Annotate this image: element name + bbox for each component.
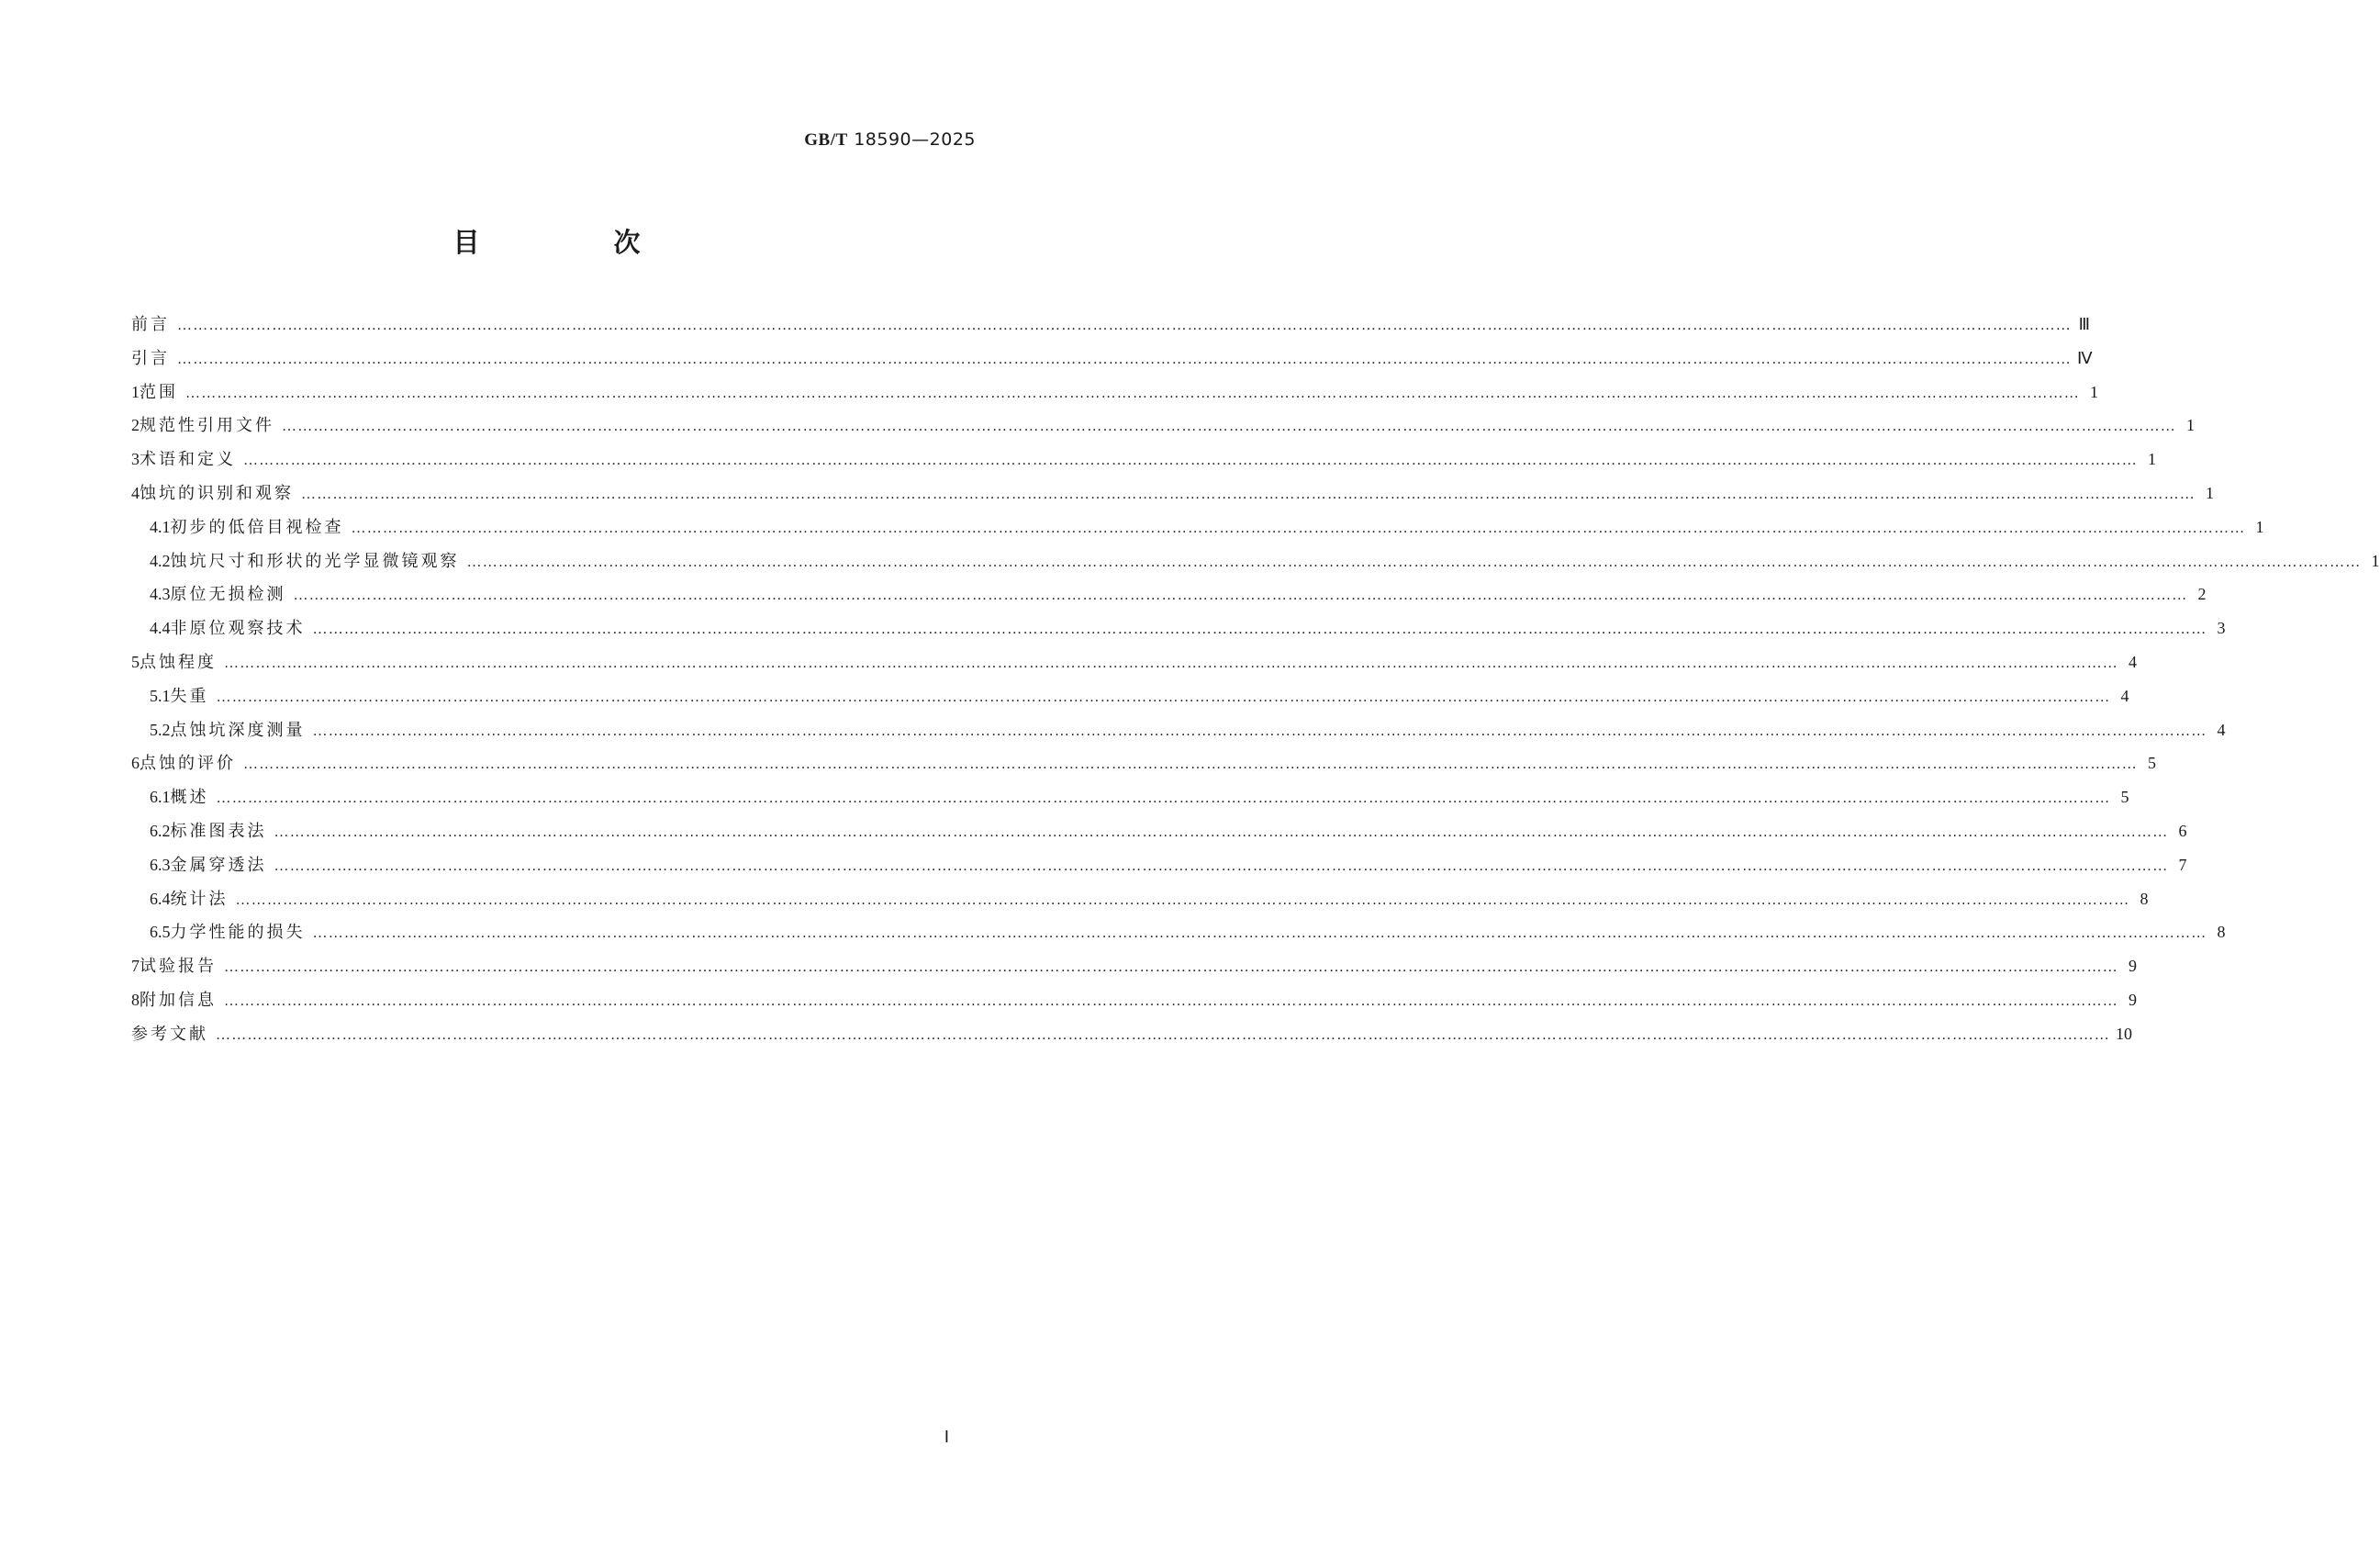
toc-entry-title: 统计法 [170,889,229,909]
standard-prefix: GB/T [804,130,848,150]
toc-entry-number: 4.4 [150,619,171,638]
toc-entry[interactable] [131,480,2214,514]
toc-entry-page: 4 [2129,652,2137,671]
toc-dot-leader: ……………………………………………………………………………………………………………………………………………………………………………………………………………………………………………………………………………………………………………………………… [185,385,2080,401]
toc-entry-page: 1 [2206,483,2214,502]
toc-entry-title: 点蚀程度 [140,652,217,672]
toc-dot-leader: ……………………………………………………………………………………………………………………………………………………………………………………………………………………………………………………………………………………………………………………………… [216,689,2111,705]
toc-dot-leader: ……………………………………………………………………………………………………………………………………………………………………………………………………………………………………………………………………………………………………………………………… [224,959,2118,976]
toc-entry[interactable] [131,852,2187,886]
toc-entry-number: 7 [131,957,140,976]
toc-entry-page: 2 [2197,585,2207,604]
toc-entry[interactable] [131,750,2156,784]
toc-entry[interactable] [131,311,2090,345]
toc-entry[interactable] [131,615,2226,649]
toc-entry[interactable] [131,818,2187,852]
toc-dot-leader: ……………………………………………………………………………………………………………………………………………………………………………………………………………………………………………………………………………………………………………………………… [274,858,2169,874]
toc-entry-number: 5 [131,652,140,671]
toc-entry-number: 4.1 [150,517,171,536]
toc-entry[interactable] [131,683,2129,717]
toc-entry-title: 非原位观察技术 [170,619,306,639]
toc-entry-number: 6.2 [150,821,171,840]
toc-entry-title: 标准图表法 [170,821,267,841]
toc-entry-number: 5.2 [150,720,171,739]
toc-dot-leader: ……………………………………………………………………………………………………………………………………………………………………………………………………………………………………………………………………………………………………………………………… [177,318,2072,333]
toc-entry-page: 1 [2255,517,2264,536]
toc-entry-page: 5 [2120,788,2129,807]
toc-entry[interactable] [131,345,2093,379]
toc-entry-page: 4 [2217,720,2226,739]
toc-entry[interactable] [131,1021,2132,1055]
toc-entry-number: 4 [131,483,140,502]
toc-entry-title: 原位无损检测 [170,585,286,605]
toc-dot-leader: ……………………………………………………………………………………………………………………………………………………………………………………………………………………………………………………………………………………………………………………………… [274,824,2169,840]
toc-entry-page: Ⅲ [2078,315,2090,333]
toc-dot-leader: ……………………………………………………………………………………………………………………………………………………………………………………………………………………………………………………………………………………………………………………………… [466,554,2362,570]
toc-entry-page: 1 [2148,450,2156,469]
toc-entry-title: 前言 [131,315,170,334]
toc-entry-number: 8 [131,990,140,1009]
toc-dot-leader: ……………………………………………………………………………………………………………………………………………………………………………………………………………………………………………………………………………………………………………………………… [351,520,2246,536]
toc-dot-leader: ……………………………………………………………………………………………………………………………………………………………………………………………………………………………………………………………………………………………………………………………… [216,790,2111,807]
toc-entry-page: 4 [2120,686,2129,705]
toc-entry-number: 6 [131,754,140,773]
toc-entry-title: 附加信息 [140,990,217,1010]
toc-entry-title: 引言 [131,348,170,368]
toc-entry-title: 范围 [140,382,178,402]
toc-entry[interactable] [131,581,2207,615]
toc-entry-number: 6.1 [150,788,171,807]
toc-entry-title: 术语和定义 [140,450,236,470]
toc-entry-page: 3 [2217,619,2226,638]
toc-entry-number: 4.3 [150,585,171,604]
toc-entry-number: 4.2 [150,551,171,570]
toc-entry-page: 6 [2178,821,2187,840]
toc-entry-title: 点蚀坑深度测量 [170,720,306,740]
toc-dot-leader: ……………………………………………………………………………………………………………………………………………………………………………………………………………………………………………………………………………………………………………………………… [216,1026,2110,1043]
toc-entry-number: 1 [131,382,140,401]
toc-dot-leader: ……………………………………………………………………………………………………………………………………………………………………………………………………………………………………………………………………………………………………………………………… [293,588,2188,604]
page-number: Ⅰ [944,1428,949,1446]
toc-entry-number: 2 [131,416,140,435]
toc-dot-leader: ……………………………………………………………………………………………………………………………………………………………………………………………………………………………………………………………………………………………………………………………… [243,757,2138,773]
toc-dot-leader: ……………………………………………………………………………………………………………………………………………………………………………………………………………………………………………………………………………………………………………………………… [177,351,2072,367]
toc-entry-page: 9 [2129,990,2137,1009]
toc-entry-title: 失重 [170,686,209,706]
toc-entry[interactable] [131,717,2226,751]
toc-dot-leader: ……………………………………………………………………………………………………………………………………………………………………………………………………………………………………………………………………………………………………………………………… [312,622,2207,638]
toc-entry[interactable] [131,784,2129,818]
toc-entry-number: 6.5 [150,923,171,942]
toc-entry-page: 1 [2371,551,2380,570]
toc-dot-leader: ……………………………………………………………………………………………………………………………………………………………………………………………………………………………………………………………………………………………………………………………… [224,655,2118,671]
toc-entry-title: 参考文献 [131,1024,208,1044]
toc-dot-leader: ……………………………………………………………………………………………………………………………………………………………………………………………………………………………………………………………………………………………………………………………… [312,723,2207,739]
toc-entry-number: 3 [131,450,140,469]
toc-entry-page: 1 [2090,382,2098,401]
toc-entry[interactable] [131,412,2195,446]
toc-entry[interactable] [131,919,2226,953]
toc-entry-title: 规范性引用文件 [140,416,274,436]
toc-dot-leader: ……………………………………………………………………………………………………………………………………………………………………………………………………………………………………………………………………………………………………………………………… [282,419,2176,435]
toc-entry-page: Ⅳ [2077,348,2093,367]
toc-title: 目 次 [453,227,703,258]
toc-entry[interactable] [131,379,2098,413]
toc-entry[interactable] [131,548,2380,582]
standard-code: 18590—2025 [854,129,976,150]
toc-entry[interactable] [131,514,2264,548]
toc-dot-leader: ……………………………………………………………………………………………………………………………………………………………………………………………………………………………………………………………………………………………………………………………… [224,992,2118,1009]
toc-entry-page: 7 [2178,855,2187,874]
toc-entry-number: 5.1 [150,686,171,705]
toc-entry-page: 8 [2140,889,2149,908]
toc-entry-title: 点蚀的评价 [140,754,236,774]
toc-entry-page: 10 [2116,1024,2132,1043]
toc-entry-title: 力学性能的损失 [170,923,306,943]
toc-entry[interactable] [131,953,2137,987]
toc-dot-leader: ……………………………………………………………………………………………………………………………………………………………………………………………………………………………………………………………………………………………………………………………… [301,486,2196,502]
toc-entry-number: 6.3 [150,855,171,874]
toc-dot-leader: ……………………………………………………………………………………………………………………………………………………………………………………………………………………………………………………………………………………………………………………………… [243,453,2138,469]
toc-entry[interactable] [131,446,2156,480]
toc-entry[interactable] [131,987,2137,1021]
toc-entry-title: 初步的低倍目视检查 [170,517,344,537]
toc-entry-title: 试验报告 [140,957,217,977]
table-of-contents [131,311,2380,1055]
toc-entry-number: 6.4 [150,889,171,908]
toc-entry[interactable] [131,886,2149,920]
toc-entry-title: 蚀坑的识别和观察 [140,483,294,503]
toc-entry-page: 1 [2186,416,2195,435]
toc-entry-title: 蚀坑尺寸和形状的光学显微镜观察 [170,551,460,571]
toc-entry-page: 8 [2217,923,2226,942]
toc-entry-title: 概述 [170,788,209,808]
toc-dot-leader: ……………………………………………………………………………………………………………………………………………………………………………………………………………………………………………………………………………………………………………………………… [235,891,2130,908]
toc-dot-leader: ……………………………………………………………………………………………………………………………………………………………………………………………………………………………………………………………………………………………………………………………… [312,925,2207,942]
toc-entry-page: 5 [2148,754,2156,773]
toc-entry-page: 9 [2129,957,2137,976]
toc-entry[interactable] [131,649,2137,683]
toc-entry-title: 金属穿透法 [170,855,267,875]
standard-number [804,129,976,151]
